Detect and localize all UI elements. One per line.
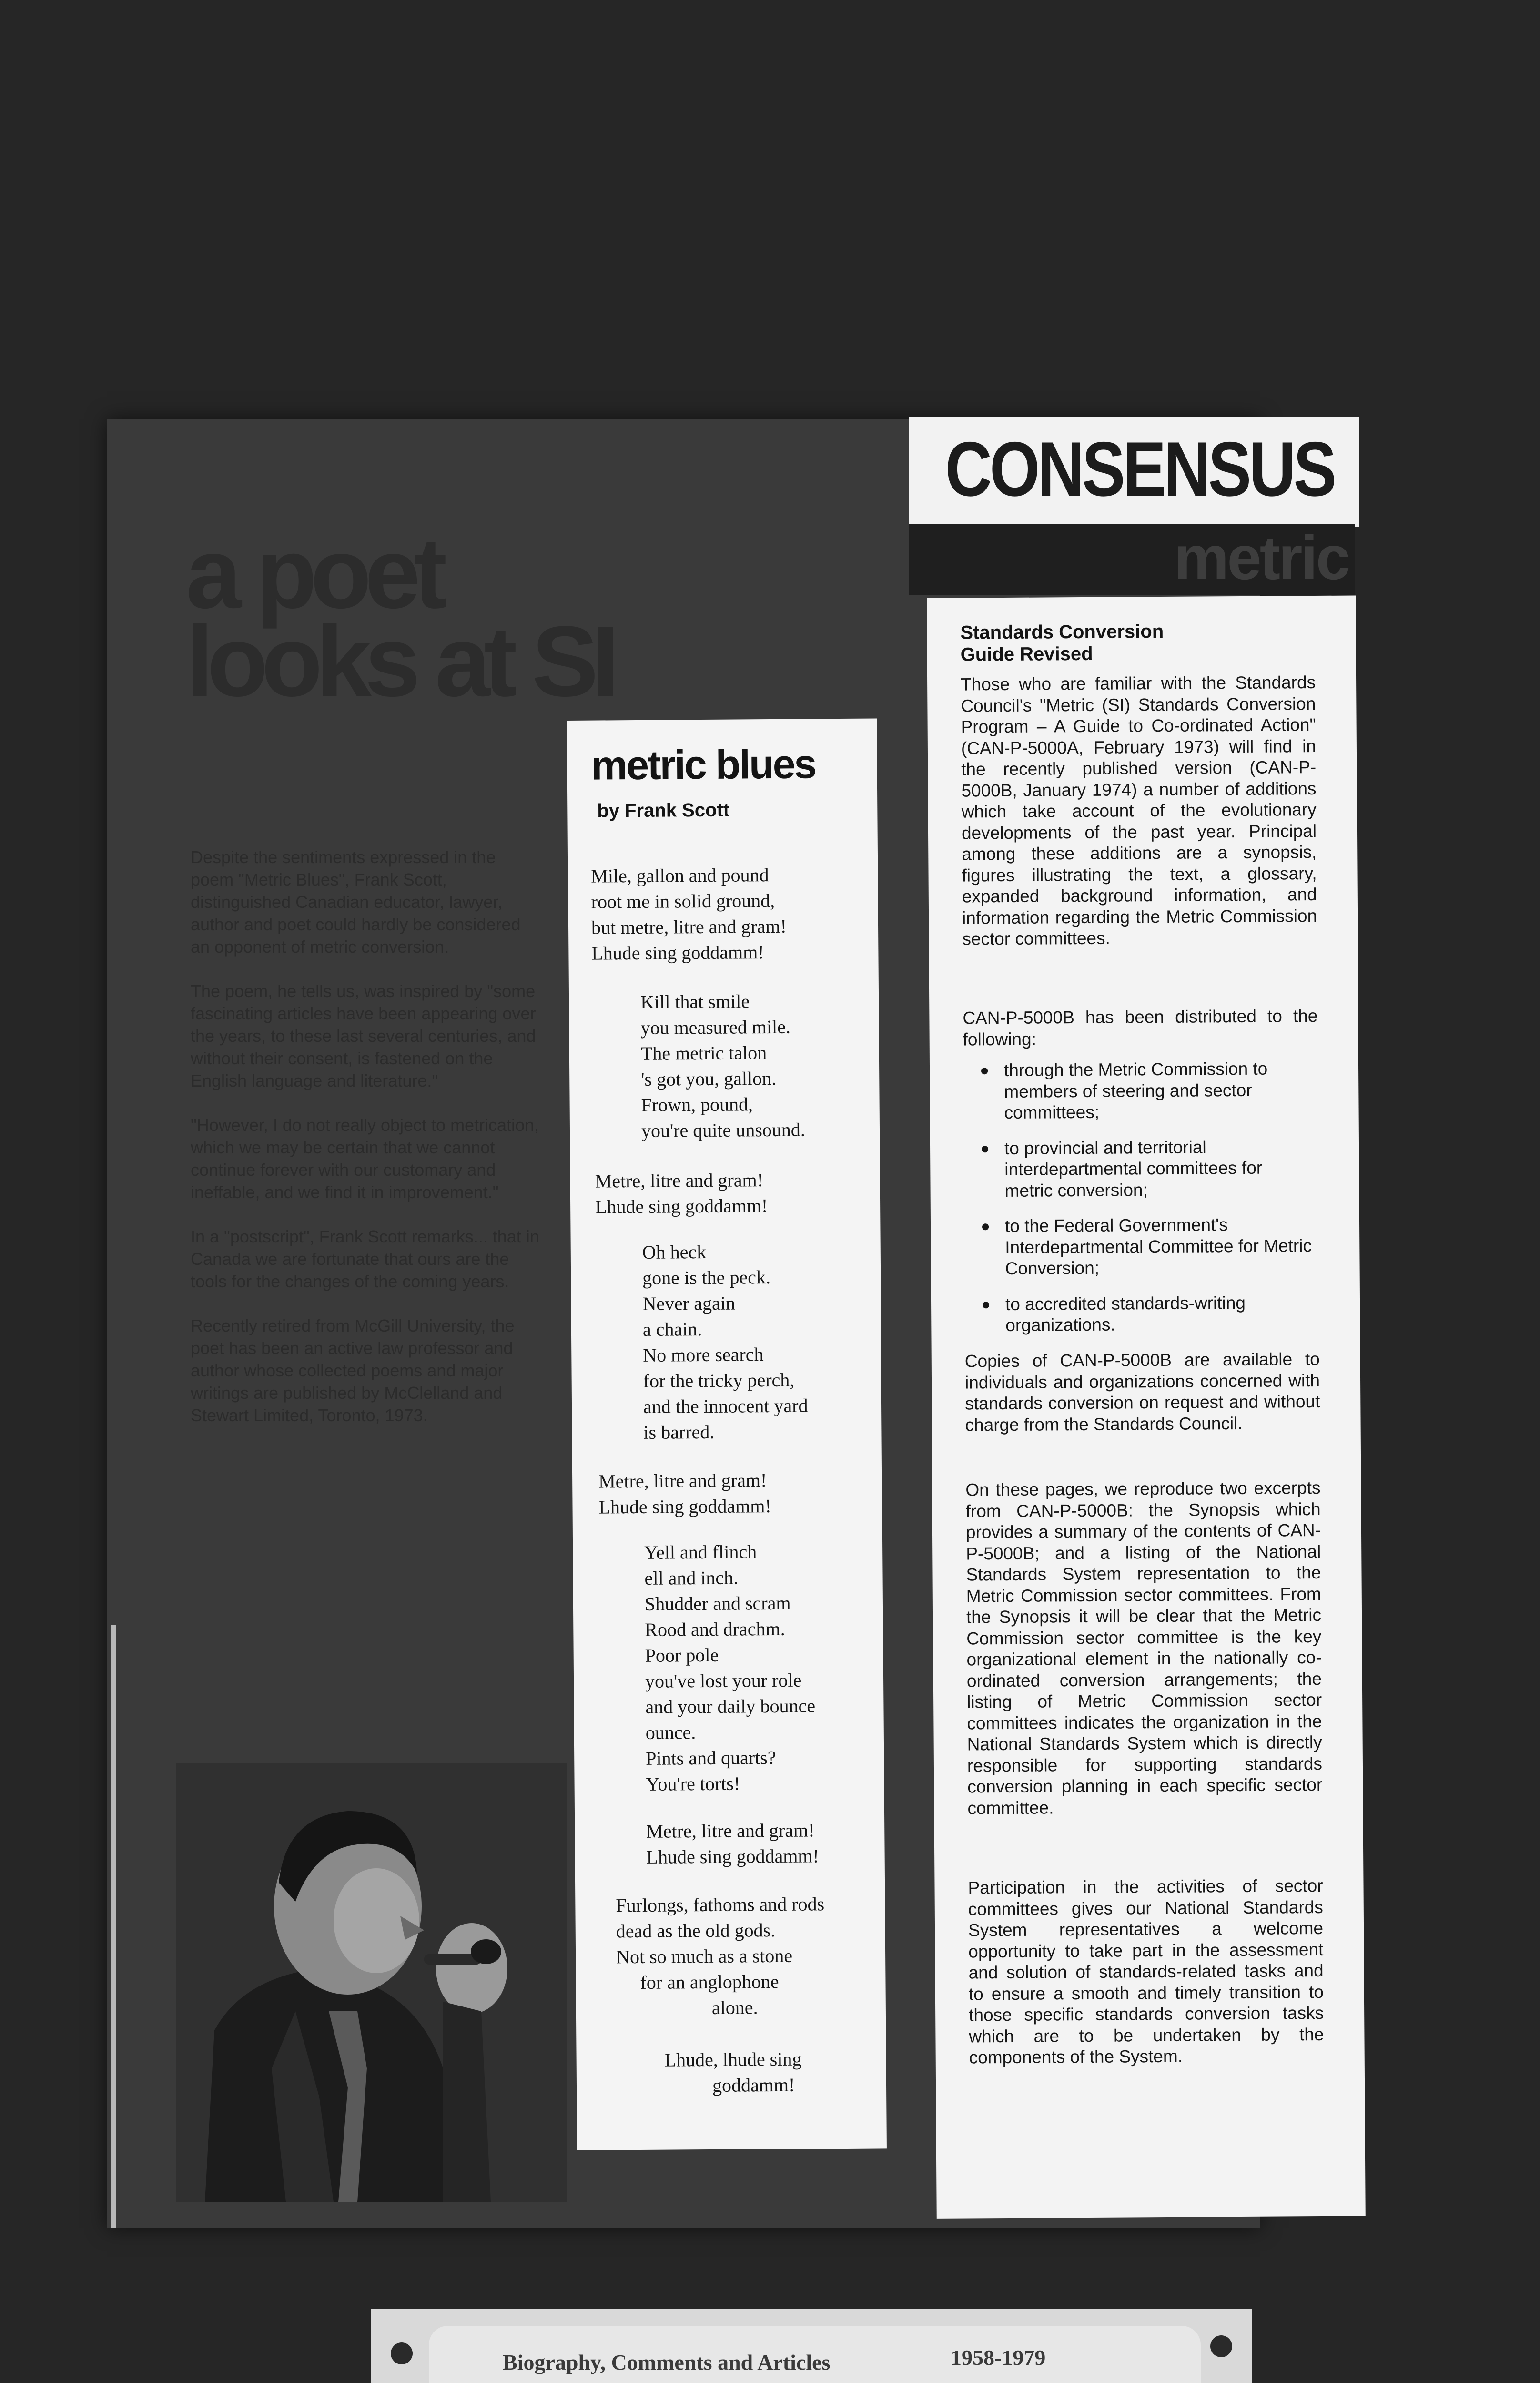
poem-line: alone.	[711, 1996, 758, 2018]
poem-title: metric blues	[591, 741, 816, 789]
poem-line: gone is the peck.	[642, 1266, 771, 1289]
poem-line: Metre, litre and gram!	[595, 1169, 764, 1192]
punch-hole-icon	[1210, 2335, 1232, 2357]
punch-hole-icon	[391, 2342, 413, 2364]
poem-stanza	[642, 1239, 808, 1446]
poem-line: Rood and drachm.	[645, 1618, 785, 1640]
article-heading: Standards Conversion Guide Revised	[960, 621, 1164, 665]
poem-line: you're quite unsound.	[641, 1119, 805, 1141]
article-paragraph: CAN-P-5000B has been distributed to the following:	[962, 1006, 1318, 1049]
poet-photo	[176, 1763, 567, 2202]
poem-line: Furlongs, fathoms and rods	[616, 1893, 825, 1916]
intro-paragraph: "However, I do not really object to metrication, which we may be certain that we cannot continue forever with our customary and ineffable, and we find it in improvement."	[191, 1115, 539, 1202]
poem-line: Lhude sing goddamm!	[646, 1845, 819, 1868]
list-item: to accredited standards-writing organizations.	[979, 1292, 1313, 1336]
intro-paragraph: Recently retired from McGill University, the poet has been an active law professor and author whose collected poems and major writings are published by McClelland and Stewart Limited, Toronto, 1973.	[191, 1316, 515, 1425]
poem-line: Never again	[642, 1292, 736, 1314]
poem-line: 's got you, gallon.	[641, 1067, 777, 1090]
poem-stanza	[598, 1467, 771, 1520]
page-headline: a poet looks at SI	[186, 517, 613, 717]
article-column	[927, 596, 1366, 2219]
poem-line: Not so much as a stone	[616, 1945, 793, 1968]
poem-line: Lhude, lhude sing	[664, 2048, 802, 2071]
poem-line: dead as the old gods.	[616, 1919, 776, 1942]
intro-paragraph: Despite the sentiments expressed in the poem "Metric Blues", Frank Scott, distinguished Canadian educator, lawyer, author and poet could hardly be considered an opponent of metric conversion.	[191, 847, 521, 957]
list-item: to the Federal Government's Interdepartmental Committee for Metric Conversion;	[978, 1214, 1312, 1280]
poem-line: Mile, gallon and pound	[591, 864, 769, 887]
poem-line: Kill that smile	[640, 990, 750, 1013]
poem-line: but metre, litre and gram!	[591, 915, 787, 938]
poem-line: No more search	[643, 1344, 764, 1366]
poem-stanza	[616, 1891, 825, 2021]
intro-paragraph: In a "postscript", Frank Scott remarks... that in Canada we are fortunate that ours are the tools for the changes of the coming years.	[191, 1227, 539, 1291]
poem-byline: by Frank Scott	[597, 799, 730, 822]
poem-line: goddamm!	[712, 2074, 795, 2096]
poem-stanza	[591, 862, 787, 967]
poem-line: Frown, pound,	[641, 1093, 753, 1116]
poem-line: Oh heck	[642, 1241, 707, 1263]
metric-band-label: metric	[1174, 523, 1348, 592]
poem-line: and your daily bounce	[645, 1695, 816, 1718]
poem-line: is barred.	[643, 1421, 715, 1443]
poem-line: You're torts!	[646, 1772, 740, 1795]
article-paragraph: Those who are familiar with the Standards Council's "Metric (SI) Standards Conversion Program – A Guide to Co-ordinated Action" (CAN-P-5000A, February 1973) will find in the recently published version (CAN-P-5000B, January 1974) a number of additions which take account of the evolutionary developments of the past year. Principal among these additions are a synopsis, figures illustrating the text, a glossary, expanded background information, and information regarding the Metric Commission sector committees.	[960, 672, 1317, 949]
poem-line: Pints and quarts?	[646, 1746, 776, 1769]
poem-line: Shudder and scram	[644, 1592, 791, 1615]
article-paragraph: Copies of CAN-P-5000B are available to individuals and organizations concerned with standards conversion on request and without charge from the Standards Council.	[964, 1349, 1320, 1435]
poem-line: for an anglophone	[640, 1970, 779, 1993]
poem-line: Poor pole	[645, 1644, 719, 1666]
page-edge	[111, 1625, 116, 2228]
poem-stanza	[664, 2047, 801, 2099]
poem-line: and the innocent yard	[643, 1395, 808, 1417]
poem-line: root me in solid ground,	[591, 889, 775, 913]
poem-line: ell and inch.	[644, 1567, 739, 1589]
poem-line: The metric talon	[640, 1042, 767, 1064]
article-paragraph: On these pages, we reproduce two excerpts from CAN-P-5000B: the Synopsis which provides a summary of the contents of CAN-P-5000B; and a listing of the National Standards System representation to the Metric Commission sector committees. From the Synopsis it will be clear that the Metric Commission sector committee is the key organizational element in the nationally co-ordinated conversion arrangements; the listing of Metric Commission sector committees indicates the organization in the National Standards System which is directly responsible for supporting standards conversion planning in each specific sector committee.	[965, 1477, 1323, 1818]
poem-line: ounce.	[645, 1721, 696, 1743]
article-paragraph: Participation in the activities of sector committees gives our National Standards System representatives a welcome opportunity to take part in the assessment and solution of standards-related tasks and to ensure a smooth and timely transition to those specific standards conversion tasks which are to be undertaken by the components of the System.	[968, 1875, 1324, 2067]
label-title: Biography, Comments and Articles	[503, 2350, 831, 2374]
poem-line: Metre, litre and gram!	[646, 1819, 815, 1842]
intro-text	[191, 846, 543, 1448]
poem-line: Yell and flinch	[644, 1541, 757, 1563]
poem-line: you measured mile.	[640, 1016, 791, 1039]
poem-stanza	[644, 1538, 816, 1797]
list-item: through the Metric Commission to members of steering and sector committees;	[977, 1058, 1311, 1124]
poem-line: Lhude sing goddamm!	[595, 1195, 768, 1218]
poem-line: Lhude sing goddamm!	[598, 1495, 771, 1518]
poem-stanza	[640, 988, 805, 1144]
label-years: 1958-1979	[951, 2345, 1046, 2370]
poem-line: Metre, litre and gram!	[598, 1469, 767, 1492]
poem-line: a chain.	[642, 1318, 702, 1340]
poem-stanza	[646, 1817, 819, 1870]
intro-paragraph: The poem, he tells us, was inspired by "some fascinating articles have been appearing over the years, to these last several centuries, and without their consent, is fastened on the English language and literature."	[191, 981, 536, 1090]
distribution-list	[977, 1058, 1313, 1351]
list-item: to provincial and territorial interdepartmental committees for metric conversion;	[978, 1136, 1312, 1202]
poem-stanza	[595, 1167, 768, 1220]
poem-column	[567, 718, 887, 2150]
poem-line: for the tricky perch,	[643, 1369, 795, 1392]
masthead-title: CONSENSUS	[945, 426, 1335, 512]
poem-line: you've lost your role	[645, 1669, 802, 1692]
poem-line: Lhude sing goddamm!	[591, 941, 764, 964]
